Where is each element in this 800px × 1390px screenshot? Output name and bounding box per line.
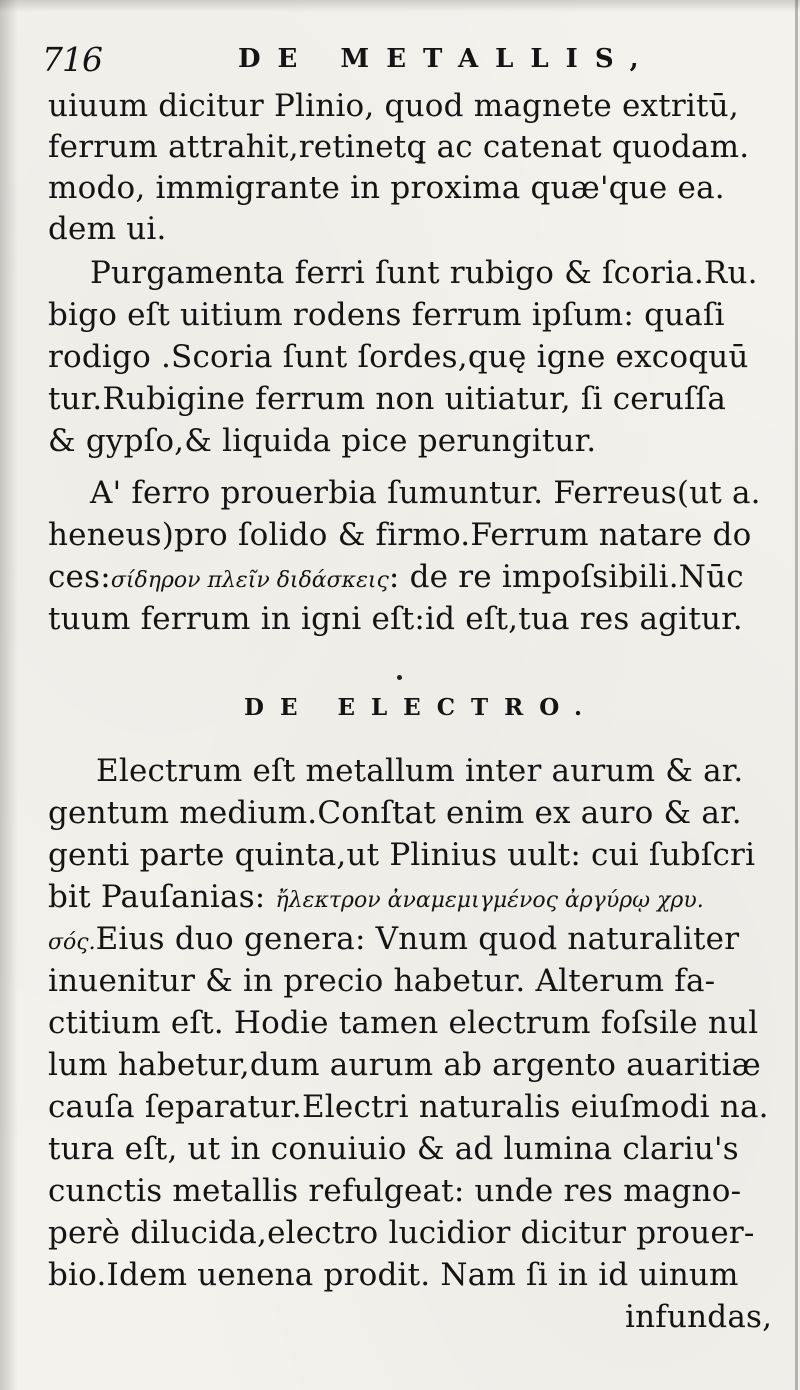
text-line (48, 559, 744, 599)
text-line: gentum medium.Conſtat enim ex auro & ar. (48, 795, 742, 831)
text-line: rodigo .Scoria ſunt ſordes,quę igne excoquū (48, 339, 749, 375)
running-head: DE METALLIS, (238, 44, 656, 74)
text-line: tur.Rubigine ferrum non uitiatur, ſi ceruſſa (48, 381, 727, 417)
text-line: A' ferro prouerbia ſumuntur. Ferreus(ut a. (90, 475, 761, 511)
text-line: lum habetur,dum aurum ab argento auaritiæ (48, 1047, 761, 1083)
text-span: Eius duo genera: Vnum quod naturaliter (95, 921, 740, 957)
text-line: cunctis metallis refulgeat: unde res magno- (48, 1173, 742, 1209)
text-line (48, 879, 704, 919)
text-line: ferrum attrahit,retinetq̧ ac catenat quodam. (48, 129, 750, 165)
top-edge-shadow (0, 0, 800, 12)
text-line: bio.Idem uenena prodit. Nam ſi in id uinum (48, 1257, 739, 1293)
text-line: & gypſo,& liquida pice perungitur. (48, 423, 597, 459)
catchword: infundas, (625, 1299, 773, 1335)
page-header (42, 40, 762, 80)
greek-text: σός. (48, 930, 96, 955)
text-line: ctitium eſt. Hodie tamen electrum foſsile nul (48, 1005, 759, 1041)
right-page-edge (795, 0, 798, 1390)
section-title: DE ELECTRO. (244, 694, 598, 721)
text-line: Purgamenta ferri ſunt rubigo & ſcoria.Ru. (90, 255, 758, 291)
text-line (48, 921, 739, 961)
text-line: tuum ferrum in igni eſt:id eſt,tua res agitur. (48, 601, 743, 637)
gutter-shadow (0, 0, 18, 1390)
text-line: bigo eſt uitium rodens ferrum ipſum: quaſi (48, 297, 725, 333)
ink-dot (397, 675, 402, 680)
text-line: perè dilucida,electro lucidior dicitur prouer- (48, 1215, 755, 1251)
text-span: : de re impoſsibili.Nūc (388, 559, 744, 595)
greek-text: ἤλεκτρον ἀναμεμιγμένος ἀργύρῳ χρυ. (275, 888, 704, 913)
text-line: cauſa ſeparatur.Electri naturalis eiuſmodi na. (48, 1089, 769, 1125)
page-number: 716 (42, 40, 102, 79)
text-line: tura eſt, ut in conuiuio & ad lumina clariu's (48, 1131, 739, 1167)
text-line: dem ui. (48, 211, 167, 247)
text-line: genti parte quinta,ut Plinius uult: cui ſubſcri (48, 837, 756, 873)
text-span: bit Pauſanias: (48, 879, 276, 915)
text-line: modo, immigrante in proxima quæ'que ea. (48, 170, 725, 206)
text-line: Electrum eſt metallum inter aurum & ar. (96, 753, 744, 789)
text-span: ces: (48, 559, 111, 595)
text-line: heneus)pro ſolido & firmo.Ferrum natare do (48, 517, 752, 553)
text-line: uiuum dicitur Plinio, quod magnete extritū, (48, 88, 739, 124)
greek-text: σίδηρον πλεῖν διδάσκεις (110, 568, 389, 593)
text-line: inuenitur & in precio habetur. Alterum fa- (48, 963, 716, 999)
